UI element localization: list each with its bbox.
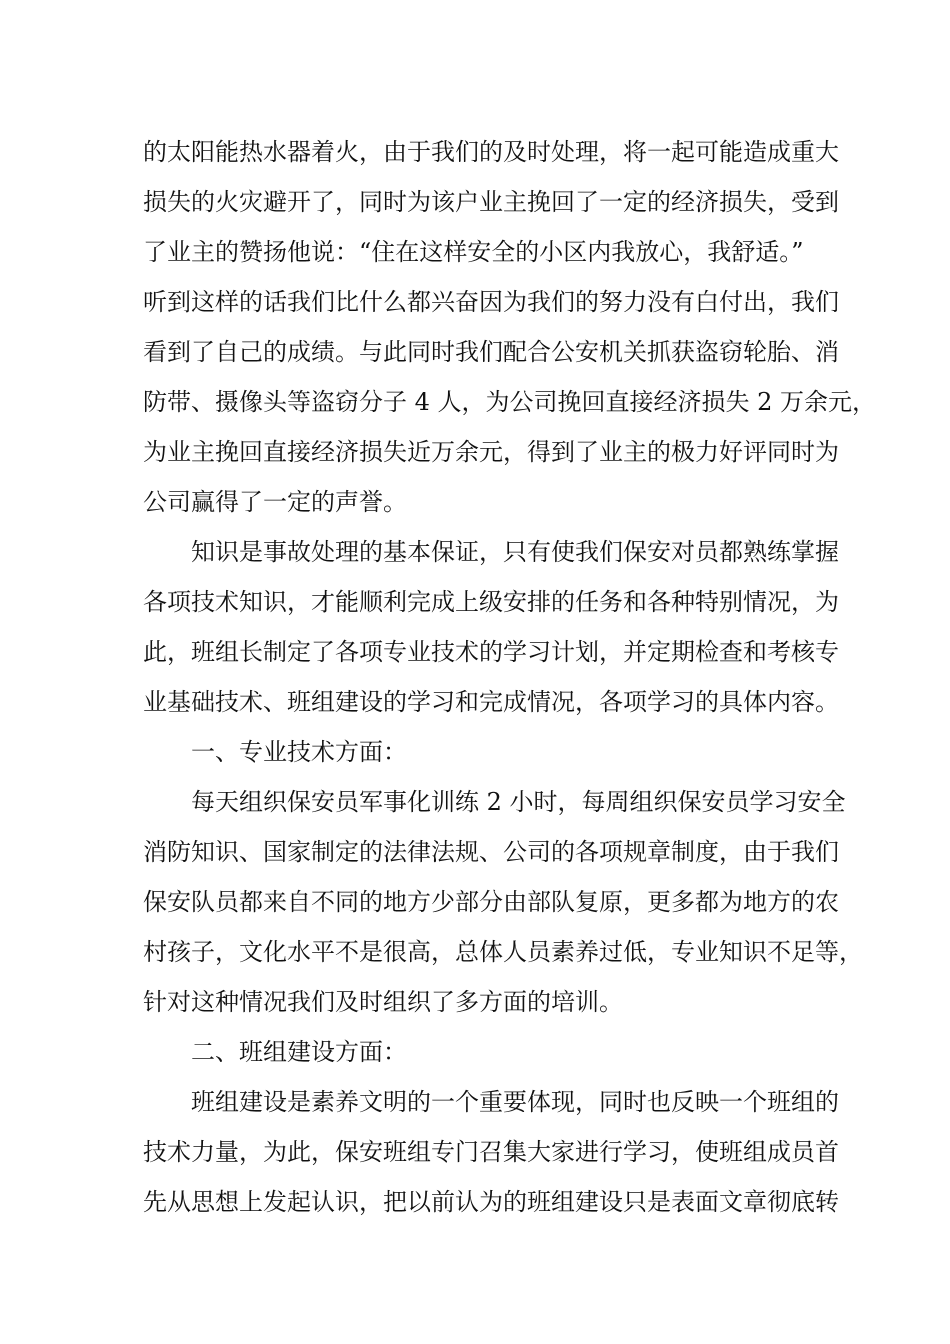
text-line: 村孩子，文化水平不是很高，总体人员素养过低，专业知识不足等， xyxy=(143,938,863,966)
section-heading: 一、专业技术方面： xyxy=(191,738,407,766)
text-line: 业基础技术、班组建设的学习和完成情况，各项学习的具体内容。 xyxy=(143,688,839,716)
paragraph-start-line: 每天组织保安员军事化训练 2 小时，每周组织保安员学习安全 xyxy=(191,788,846,816)
text-line: 为业主挽回直接经济损失近万余元，得到了业主的极力好评同时为 xyxy=(143,438,839,466)
text-line: 看到了自己的成绩。与此同时我们配合公安机关抓获盗窃轮胎、消 xyxy=(143,338,839,366)
body-text xyxy=(143,127,877,1227)
text-line: 听到这样的话我们比什么都兴奋因为我们的努力没有白付出，我们 xyxy=(143,288,839,316)
paragraph-start-line: 知识是事故处理的基本保证，只有使我们保安对员都熟练掌握 xyxy=(191,538,839,566)
text-line: 消防知识、国家制定的法律法规、公司的各项规章制度，由于我们 xyxy=(143,838,839,866)
text-line: 先从思想上发起认识，把以前认为的班组建设只是表面文章彻底转 xyxy=(143,1188,839,1216)
text-line: 的太阳能热水器着火，由于我们的及时处理，将一起可能造成重大 xyxy=(143,138,839,166)
text-line: 技术力量，为此，保安班组专门召集大家进行学习，使班组成员首 xyxy=(143,1138,839,1166)
text-line: 保安队员都来自不同的地方少部分由部队复原，更多都为地方的农 xyxy=(143,888,839,916)
text-line: 各项技术知识，才能顺利完成上级安排的任务和各种特别情况，为 xyxy=(143,588,839,616)
paragraph-start-line: 班组建设是素养文明的一个重要体现，同时也反映一个班组的 xyxy=(191,1088,839,1116)
section-heading: 二、班组建设方面： xyxy=(191,1038,407,1066)
text-line: 损失的火灾避开了，同时为该户业主挽回了一定的经济损失，受到 xyxy=(143,188,839,216)
text-line: 了业主的赞扬他说：“住在这样安全的小区内我放心，我舒适。” xyxy=(143,238,804,266)
text-line: 公司赢得了一定的声誉。 xyxy=(143,488,407,516)
text-line: 针对这种情况我们及时组织了多方面的培训。 xyxy=(143,988,623,1016)
text-line: 防带、摄像头等盗窃分子 4 人，为公司挽回直接经济损失 2 万余元， xyxy=(143,388,877,416)
text-line: 此，班组长制定了各项专业技术的学习计划，并定期检查和考核专 xyxy=(143,638,839,666)
